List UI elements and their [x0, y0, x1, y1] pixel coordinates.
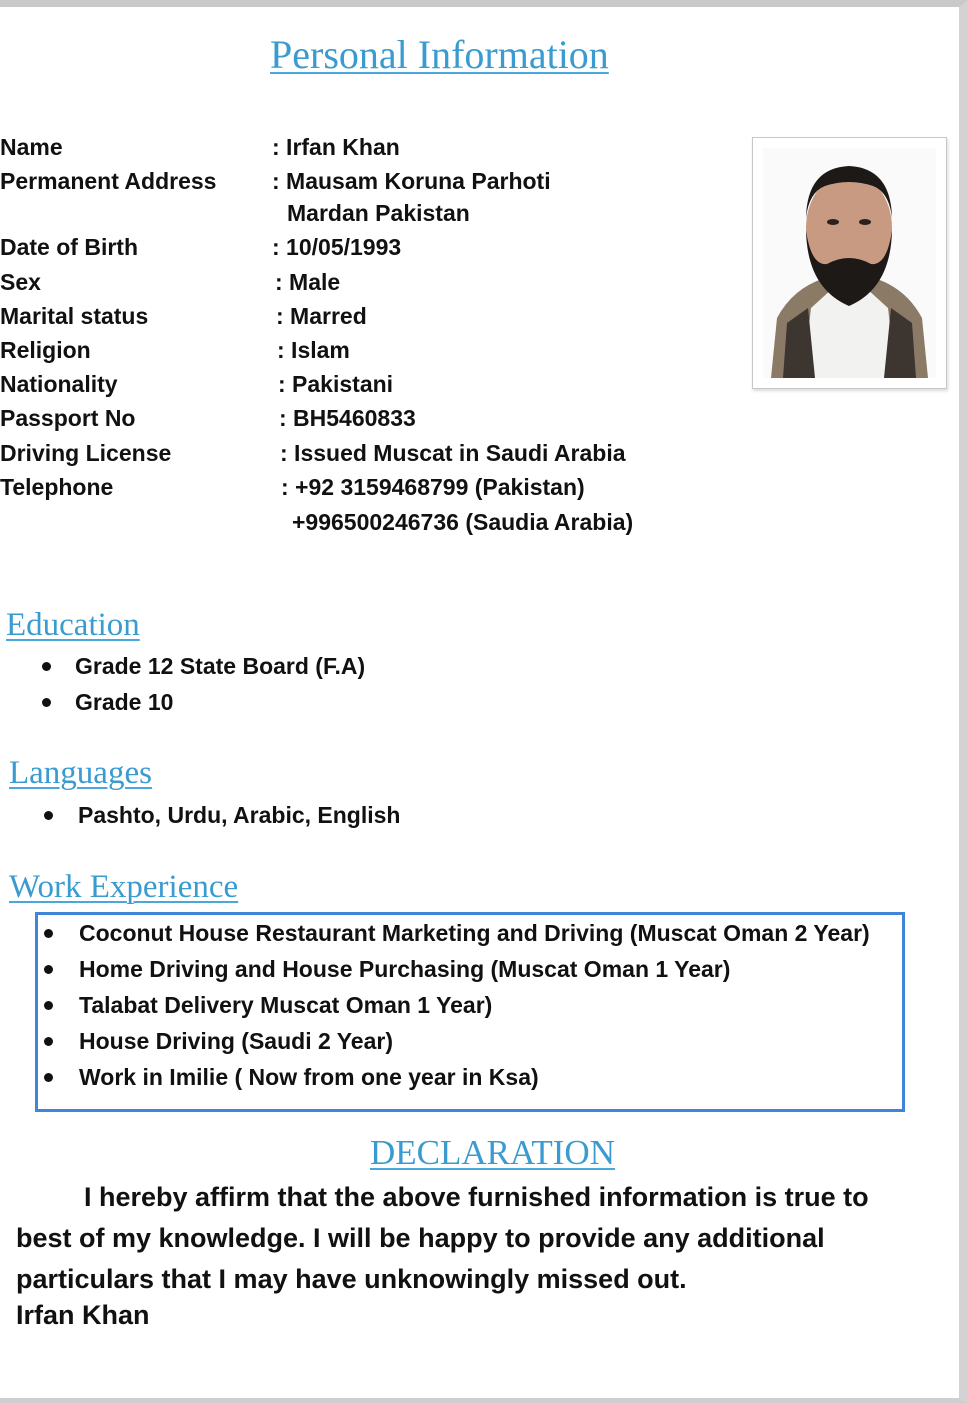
field-value: : +92 3159468799 (Pakistan) — [281, 474, 585, 500]
bullet-icon — [44, 811, 53, 820]
field-label: Driving License — [0, 440, 172, 466]
field-label: Sex — [0, 269, 41, 295]
field-row-telephone — [0, 472, 720, 502]
field-value: : Issued Muscat in Saudi Arabia — [280, 440, 626, 466]
bullet-icon — [44, 965, 53, 974]
field-label: Permanent Address — [0, 168, 217, 194]
field-value: : Irfan Khan — [272, 134, 400, 160]
resume-page: Personal Information Name : Irfan Khan Permanent Address : Mausam Koruna Parhoti Mardan Pakistan Date of Birth : 10/05/1993 Sex : Male Marital status : Marred Religion : Islam Nationality : Pakistani Passport No : BH5460833 Driving License : Issued Muscat in Saudi Arabia Telephone : +92 3159468799 (Pakistan) +996500246736 (Saudia Arabia) Education Grade 12 State Board (F.A) Grade 10 Languages Pashto, Urdu, Arabic, English Work Experience Coconut House Restaurant Marketing and Driving (Muscat Oman 2 Year) Home Driving and House Purchasing (Muscat Oman 1 Year) Talabat Delivery Muscat Oman 1 Year) House Driving (Saudi 2 Year) Work in Imilie ( Now from one year in Ksa) DECLARATION I hereby affirm that the above furnished information is true to best of my knowledge. I will be happy to provide any additional particulars that I may have unknowingly missed out. Irfan Khan — [0, 0, 968, 1403]
field-label: Telephone — [0, 474, 114, 500]
bullet-icon — [42, 698, 51, 707]
telephone-line-2: +996500246736 (Saudia Arabia) — [292, 509, 634, 535]
bullet-icon — [44, 1037, 53, 1046]
bullet-icon — [44, 929, 53, 938]
address-line-2: Mardan Pakistan — [287, 200, 470, 226]
field-row-sex — [0, 267, 720, 297]
declaration-paragraph — [16, 1177, 916, 1300]
declaration-text: I hereby affirm that the above furnished information is true to best of my knowledge. I will be happy to provide any additional particulars that I may have unknowingly missed out. — [16, 1182, 869, 1294]
work-experience-heading: Work Experience — [9, 869, 239, 905]
field-label: Nationality — [0, 371, 118, 397]
bullet-icon — [44, 1073, 53, 1082]
field-value: : Mausam Koruna Parhoti — [272, 168, 551, 194]
field-row-dob — [0, 232, 720, 262]
signature-name: Irfan Khan — [16, 1300, 150, 1330]
field-value: : Marred — [276, 303, 367, 329]
field-value: : Male — [275, 269, 341, 295]
languages-heading: Languages — [9, 755, 152, 791]
field-label: Passport No — [0, 405, 136, 431]
declaration-heading: DECLARATION — [370, 1133, 615, 1172]
portrait-illustration — [763, 148, 936, 378]
education-heading: Education — [6, 607, 140, 643]
bullet-icon — [42, 662, 51, 671]
field-row-religion — [0, 335, 720, 365]
field-row-nationality — [0, 369, 720, 399]
bullet-icon — [44, 1001, 53, 1010]
field-row-address — [0, 166, 720, 196]
field-label: Marital status — [0, 303, 149, 329]
field-value: : Islam — [277, 337, 350, 363]
profile-photo — [752, 137, 947, 389]
field-row-driving-license — [0, 438, 720, 468]
field-row-name — [0, 132, 720, 162]
field-row-marital-status — [0, 301, 720, 331]
field-label: Date of Birth — [0, 234, 138, 260]
field-value: : BH5460833 — [279, 405, 416, 431]
field-label: Name — [0, 134, 63, 160]
field-value: : 10/05/1993 — [272, 234, 402, 260]
field-value: : Pakistani — [278, 371, 394, 397]
field-row-passport — [0, 403, 720, 433]
personal-information-heading: Personal Information — [270, 32, 609, 77]
field-label: Religion — [0, 337, 91, 363]
